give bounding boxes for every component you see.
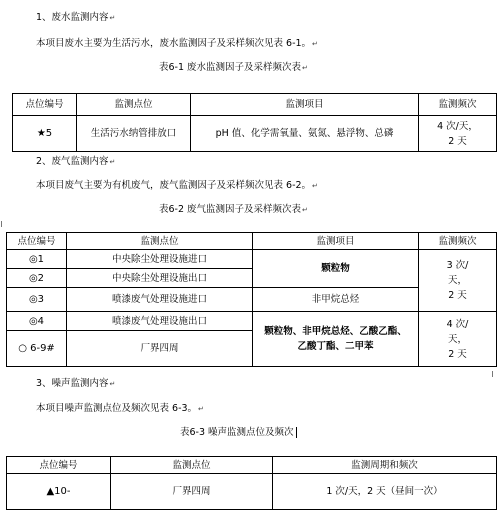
point-code: ◎4 [7, 312, 67, 331]
header-cell: 监测项目 [191, 94, 419, 116]
header-cell: 监测点位 [67, 233, 253, 250]
frequency-line: 天， [447, 333, 467, 345]
monitoring-frequency [419, 116, 497, 152]
monitoring-frequency [419, 312, 497, 367]
monitoring-items: pH 值、化学需氧量、氨氮、悬浮物、总磷 [191, 116, 419, 152]
point-location: 喷漆废气处理设施进口 [67, 288, 253, 312]
point-code: ◎2 [7, 269, 67, 288]
frequency-line: 4 次/ [446, 318, 469, 330]
monitoring-items: 非甲烷总烃 [253, 288, 419, 312]
point-code: ▲10- [7, 474, 111, 510]
monitoring-frequency [419, 250, 497, 312]
items-line: 颗粒物、非甲烷总烃、乙酸乙酯、 [264, 326, 407, 337]
items-line: 乙酸丁酯、二甲苯 [297, 341, 374, 352]
table-6-2-caption: 表6-2 废气监测因子及采样频次表↵ [159, 204, 308, 215]
table-6-3 [6, 456, 497, 510]
header-cell: 监测频次 [419, 233, 497, 250]
frequency-line: 2 天 [448, 290, 467, 301]
frequency-line: 4 次/天， [437, 120, 478, 132]
header-cell: 监测点位 [77, 94, 191, 116]
point-location: 中央除尘处理设施进口 [67, 250, 253, 269]
point-location: 生活污水纳管排放口 [77, 116, 191, 152]
point-code: ◎1 [7, 250, 67, 269]
point-location: 中央除尘处理设施出口 [67, 269, 253, 288]
frequency-line: 2 天 [448, 348, 467, 360]
section-3-heading: 3、噪声监测内容↵ [36, 378, 116, 389]
point-code: ◎3 [7, 288, 67, 312]
table-6-2 [6, 232, 497, 367]
table-6-1-caption: 表6-1 废水监测因子及采样频次表↵ [159, 62, 308, 73]
section-1-paragraph: 本项目废水主要为生活污水，废水监测因子及采样频次见表 6-1。↵ [36, 38, 318, 49]
frequency-line: 2 天 [448, 135, 467, 147]
header-cell: 点位编号 [7, 457, 111, 474]
header-cell: 点位编号 [13, 94, 77, 116]
monitoring-items [253, 312, 419, 367]
header-cell: 监测项目 [253, 233, 419, 250]
monitoring-items: 颗粒物 [253, 250, 419, 288]
point-code: ★5 [13, 116, 77, 152]
header-cell: 点位编号 [7, 233, 67, 250]
frequency-line: 天， [447, 275, 467, 286]
row-end-marker [1, 221, 5, 227]
section-2-heading: 2、废气监测内容↵ [36, 156, 116, 167]
section-3-paragraph: 本项目噪声监测点位及频次见表 6-3。↵ [36, 403, 204, 414]
section-2-paragraph: 本项目废气主要为有机废气，废气监测因子及采样频次见表 6-2。↵ [36, 180, 318, 191]
point-location: 喷漆废气处理设施出口 [67, 312, 253, 331]
row-end-marker [492, 371, 496, 377]
table-6-3-caption: 表6-3 噪声监测点位及频次 [180, 427, 297, 439]
section-1-heading: 1、废水监测内容↵ [36, 12, 116, 23]
header-cell: 监测频次 [419, 94, 497, 116]
text-cursor [296, 427, 297, 438]
point-code: ○ 6-9# [7, 331, 67, 367]
monitoring-frequency: 1 次/天，2 天（昼间一次） [273, 474, 497, 510]
header-cell: 监测点位 [111, 457, 273, 474]
frequency-line: 3 次/ [446, 260, 469, 271]
point-location: 厂界四周 [67, 331, 253, 367]
point-location: 厂界四周 [111, 474, 273, 510]
table-6-1 [12, 93, 497, 152]
header-cell: 监测周期和频次 [273, 457, 497, 474]
